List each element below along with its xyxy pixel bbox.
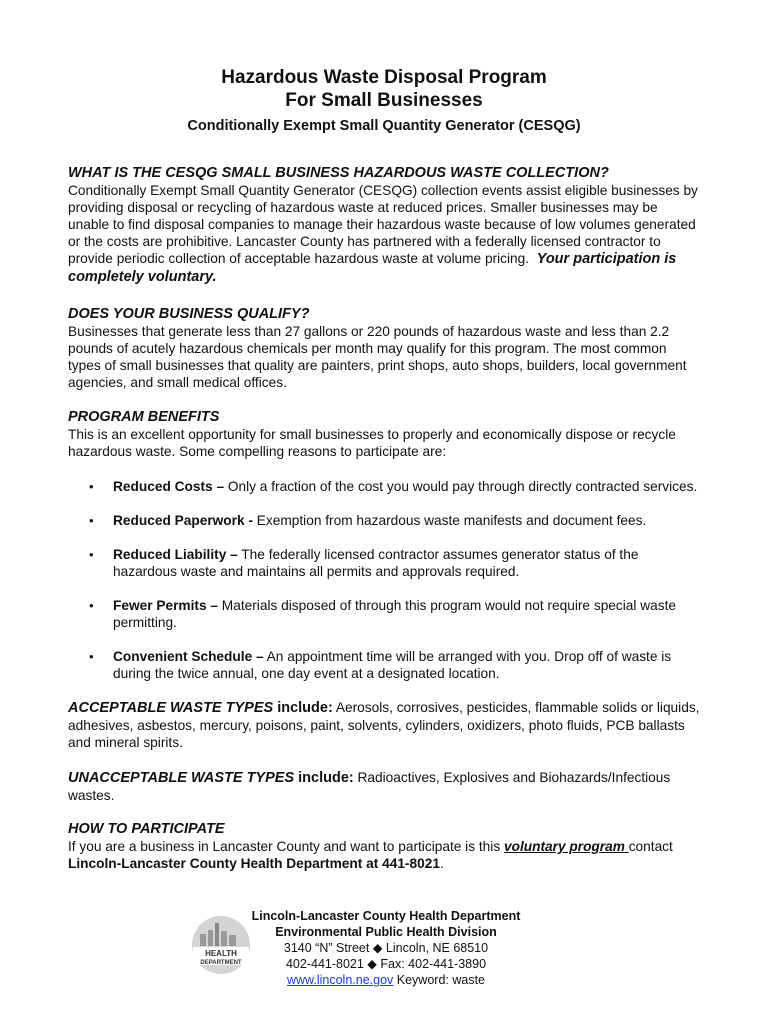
section-heading: WHAT IS THE CESQG SMALL BUSINESS HAZARDOUS WASTE COLLECTION? [68, 165, 609, 181]
benefit-text: Materials disposed of through this program would not require special waste permitting. [113, 598, 677, 630]
section-heading: DOES YOUR BUSINESS QUALIFY? [68, 306, 310, 322]
section-heading: PROGRAM BENEFITS [68, 409, 220, 425]
benefit-text: An appointment time will be arranged with you. Drop off of waste is during the twice annual, one day event at a designated location. [113, 649, 672, 681]
footer-org: Lincoln-Lancaster County Health Department [251, 909, 521, 923]
section-heading: ACCEPTABLE WASTE TYPES [68, 700, 274, 716]
section-heading: UNACCEPTABLE WASTE TYPES [68, 770, 295, 786]
section-acceptable [68, 699, 700, 751]
participate-text: . [439, 856, 444, 871]
benefit-term: Reduced Liability – [113, 547, 238, 562]
footer-phone: 402-441-8021 ◆ Fax: 402-441-3890 [285, 957, 487, 971]
footer-address: 3140 “N” Street ◆ Lincoln, NE 68510 [283, 941, 489, 955]
section-body: This is an excellent opportunity for small businesses to properly and economically dispose or recycle hazardous waste. Some compelling reasons to participate are: [68, 427, 676, 459]
section-body [68, 182, 700, 286]
include-label: include: [294, 770, 354, 786]
benefit-text: Only a fraction of the cost you would pay through directly contracted services. [224, 479, 698, 494]
logo-text-department: DEPARTMENT [200, 960, 242, 966]
website-link[interactable]: www.lincoln.ne.gov [286, 973, 394, 987]
footer-keyword: Keyword: waste [393, 973, 486, 987]
title-line-2: For Small Businesses [285, 90, 483, 111]
page-subtitle: Conditionally Exempt Small Quantity Generator (CESQG) [187, 118, 581, 134]
section-body [68, 699, 700, 751]
health-department-logo-icon [190, 914, 252, 976]
participate-text: If you are a business in Lancaster County and want to participate is this [68, 839, 504, 854]
logo-building [208, 930, 213, 946]
section-participate [68, 821, 700, 872]
what-body-text: Conditionally Exempt Small Quantity Generator (CESQG) collection events assist eligible businesses by providing disposal or recycling of hazardous waste at reduced prices. Smaller businesses may be unable to find disposal companies to manage their hazardous waste because of low volumes generated or the costs are prohibitive. Lancaster County has partnered with a federally licensed contractor to provide periodic collection of acceptable hazardous waste at volume pricing. [68, 183, 698, 266]
document-page [68, 66, 700, 872]
section-unacceptable [68, 769, 700, 804]
include-label: include: [273, 700, 333, 716]
section-what [68, 165, 700, 286]
logo-building [221, 931, 227, 946]
title-line-1: Hazardous Waste Disposal Program [221, 67, 547, 88]
section-heading: HOW TO PARTICIPATE [68, 821, 225, 837]
participate-text: contact [628, 839, 673, 854]
page-title [68, 66, 700, 112]
section-body [68, 769, 700, 804]
footer-web-line [246, 972, 526, 988]
section-body [68, 838, 700, 872]
benefit-term: Reduced Paperwork - [113, 513, 253, 528]
unacceptable-list-text: Radioactives, Explosives and Biohazards/Infectious wastes. [68, 770, 671, 803]
contact-phone-text: Lincoln-Lancaster County Health Department at 441-8021 [68, 856, 440, 871]
section-benefits [68, 409, 700, 682]
benefit-term: Convenient Schedule – [113, 649, 264, 664]
benefit-term: Fewer Permits – [113, 598, 218, 613]
list-item [68, 512, 700, 529]
footer-division: Environmental Public Health Division [275, 925, 497, 939]
list-item [68, 648, 700, 682]
logo-building [229, 935, 236, 946]
logo-tower [215, 923, 219, 946]
voluntary-program-text: voluntary program [503, 839, 629, 854]
footer-contact [190, 908, 580, 990]
logo-building [200, 934, 206, 946]
logo-text-health: HEALTH [205, 949, 237, 958]
footer-text-block [246, 908, 526, 988]
benefit-text: The federally licensed contractor assumes generator status of the hazardous waste and maintains all permits and approvals required. [113, 547, 639, 579]
list-item [68, 597, 700, 631]
section-body: Businesses that generate less than 27 gallons or 220 pounds of hazardous waste and less than 2.2 pounds of acutely hazardous chemicals per month may qualify for this program. The most common types of small businesses that quality are painters, print shops, auto shops, builders, local government agencies, and small medical offices. [68, 324, 687, 390]
list-item [68, 546, 700, 580]
benefit-text: Exemption from hazardous waste manifests and document fees. [252, 513, 647, 528]
acceptable-list-text: Aerosols, corrosives, pesticides, flammable solids or liquids, adhesives, asbestos, mercury, poisons, paint, solvents, cylinders, oxidizers, photo fluids, PCB ballasts and mineral spirits. [68, 700, 700, 750]
section-qualify [68, 306, 700, 391]
list-item [68, 478, 700, 495]
benefit-term: Reduced Costs – [113, 479, 225, 494]
voluntary-note: Your participation is completely voluntary. [68, 251, 677, 285]
benefits-list [68, 478, 700, 682]
